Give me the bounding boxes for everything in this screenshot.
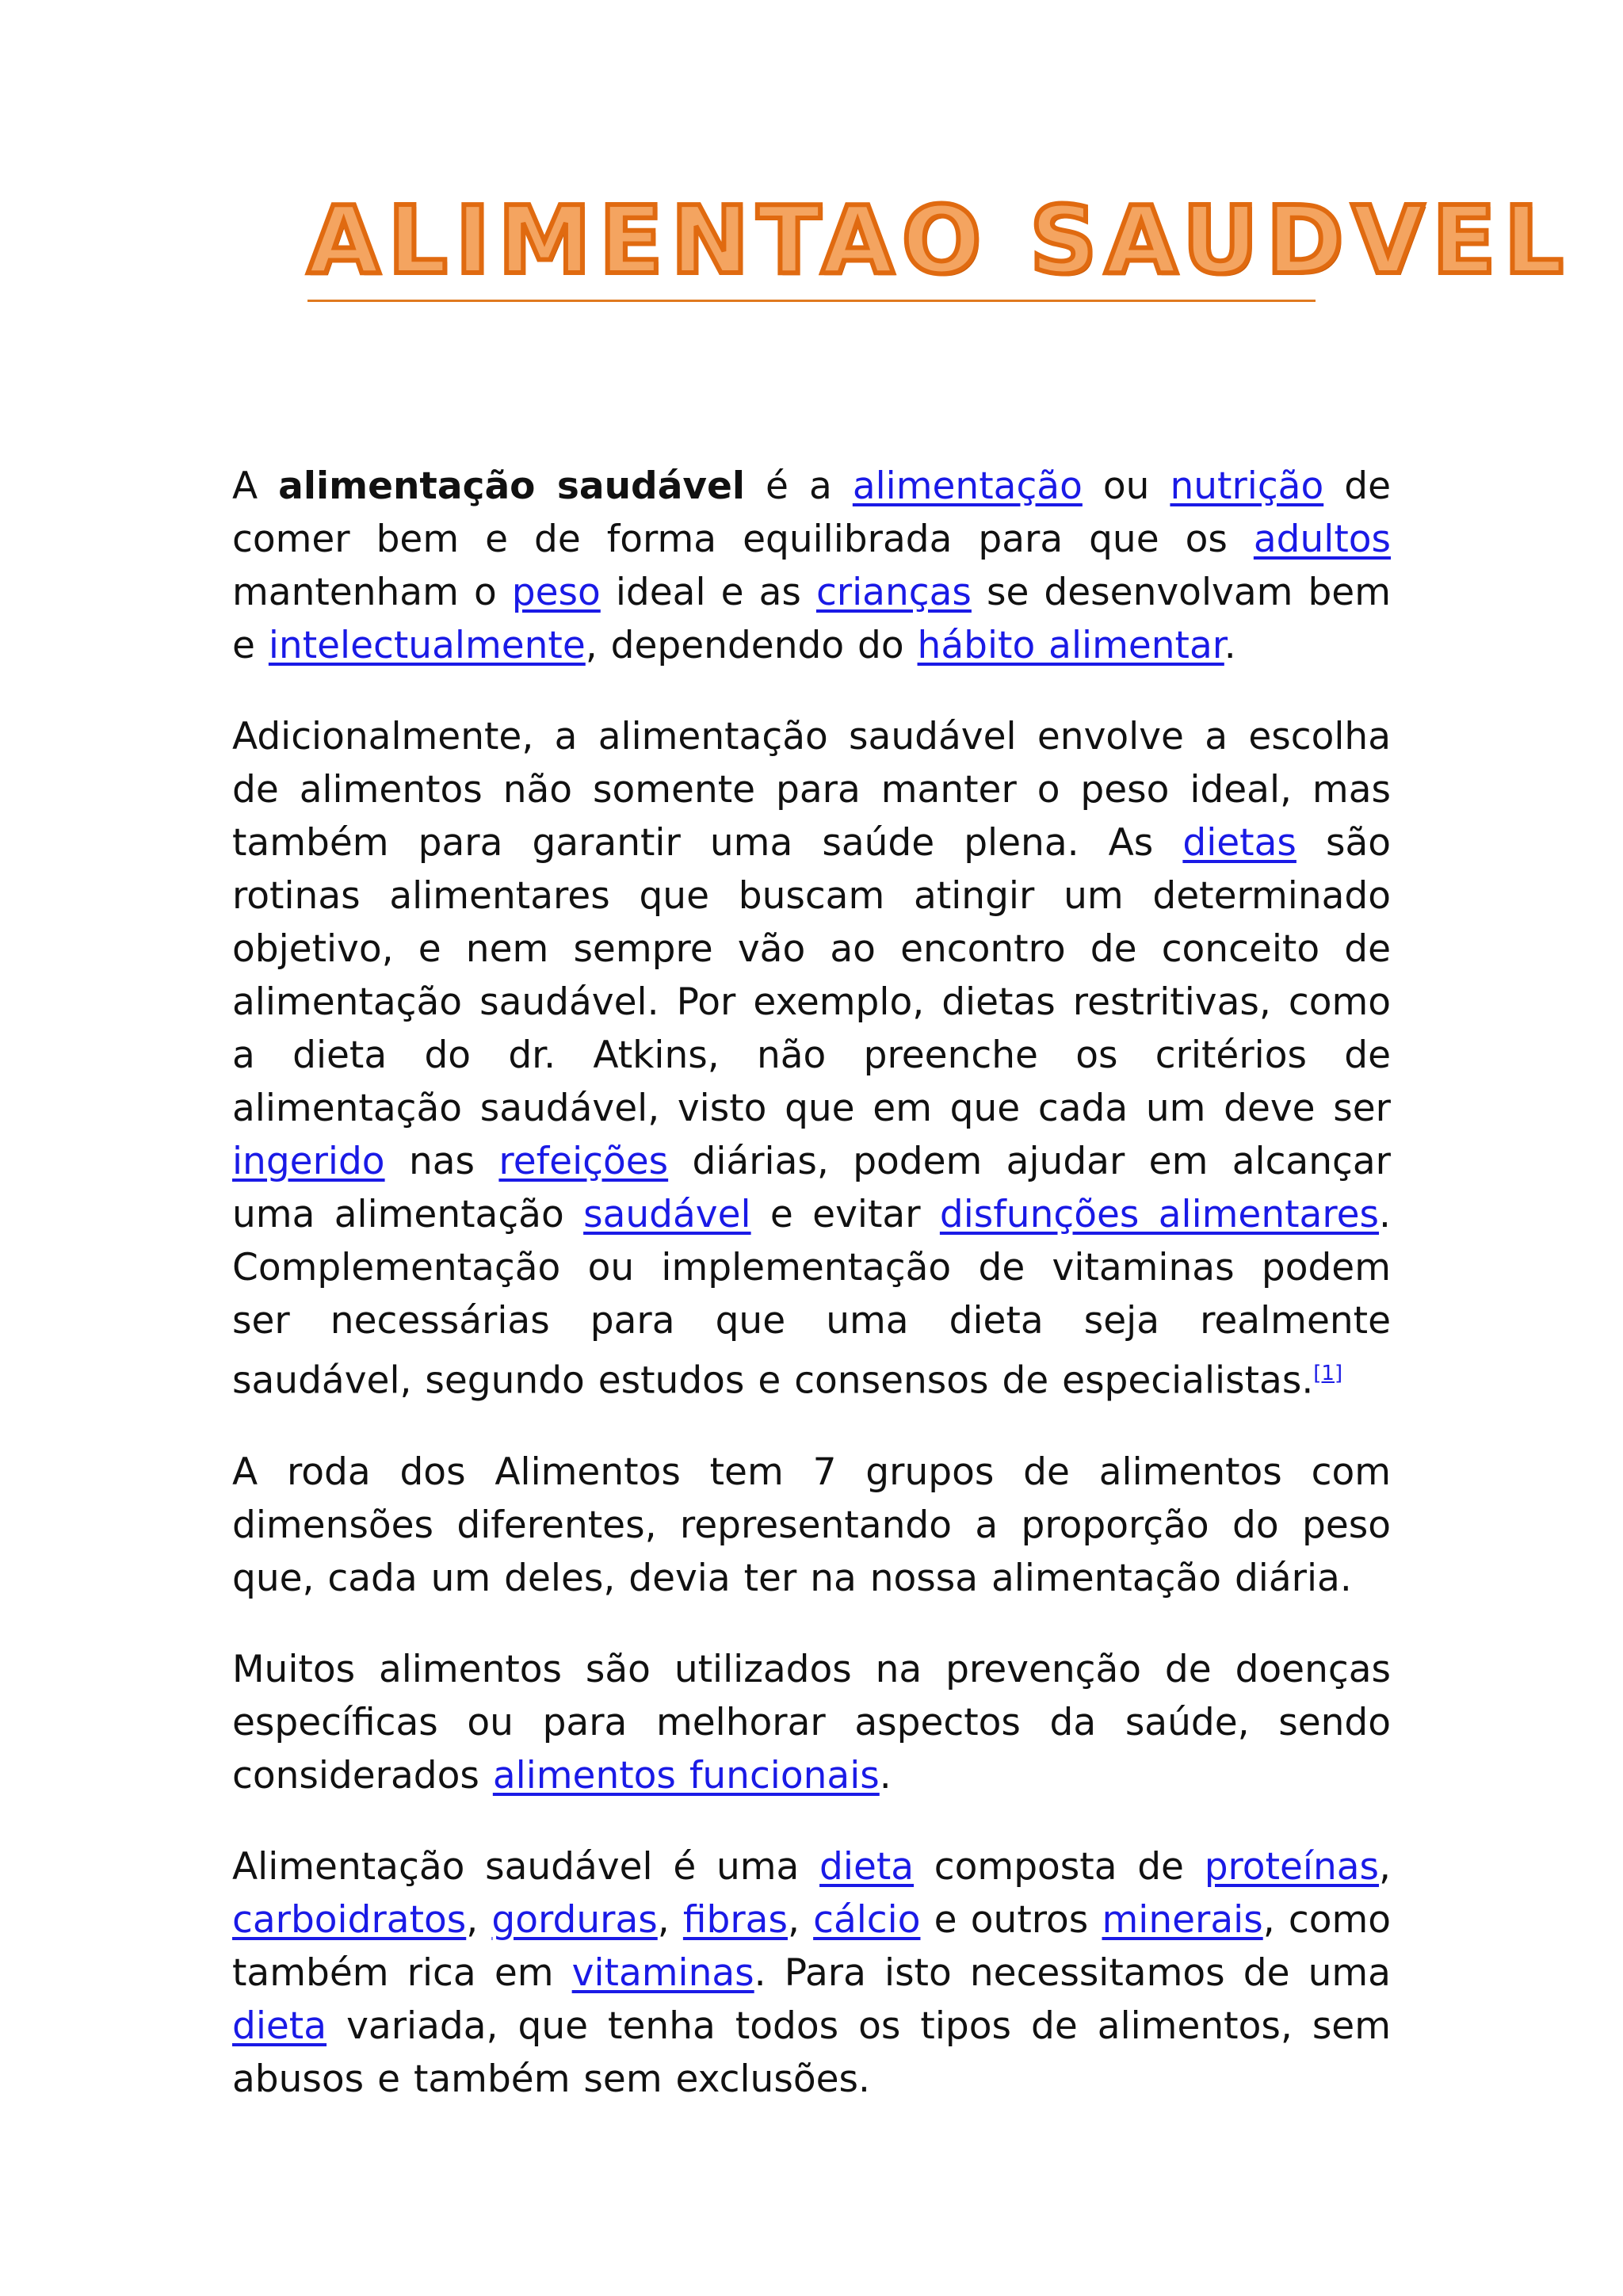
p2-text-2: são rotinas alimentares que buscam atingir um determinado objetivo, e nem sempre vão ao encontro de conceito de alimentação saudável. Por exemplo, dietas restritivas, como a dieta do dr. Atkins, não preenche os critérios de alimentação saudável, visto que em que cada um deve ser xyxy=(232,821,1392,1130)
p5-text-1: Alimentação saudável é uma xyxy=(232,1844,820,1889)
footnote-ref xyxy=(1313,1362,1342,1385)
title-block xyxy=(307,181,1571,308)
p5-text-10: variada, que tenha todos os tipos de alimentos, sem abusos e também sem exclusões. xyxy=(232,2004,1391,2101)
p1-text-4: de comer bem e de forma equilibrada para que os xyxy=(232,464,1391,561)
p5-text-5: , xyxy=(657,1897,683,1942)
link-nutricao[interactable]: nutrição xyxy=(1170,464,1324,508)
link-dietas[interactable]: dietas xyxy=(1182,821,1296,865)
link-criancas[interactable]: crianças xyxy=(815,571,972,614)
link-disfuncoes-alimentares[interactable]: disfunções alimentares xyxy=(939,1193,1380,1236)
p5-text-2: composta de xyxy=(914,1844,1205,1889)
p1-bold-term: alimentação saudável xyxy=(278,464,746,508)
link-alimentos-funcionais[interactable]: alimentos funcionais xyxy=(492,1753,880,1797)
link-saudavel[interactable]: saudável xyxy=(583,1193,751,1236)
link-fibras[interactable]: fibras xyxy=(682,1897,788,1942)
p4-text-1: Muitos alimentos são utilizados na prevenção de doenças específicas ou para melhorar aspectos da saúde, sendo considerados xyxy=(232,1647,1391,1797)
p1-text-1: A xyxy=(232,464,279,508)
p1-text-7: se desenvolvam bem e xyxy=(232,571,1392,667)
footnote-link-1[interactable]: [1] xyxy=(1313,1362,1343,1385)
title-underline xyxy=(307,300,1316,302)
paragraph-3 xyxy=(232,1446,1391,1605)
link-refeicoes[interactable]: refeições xyxy=(498,1140,669,1183)
link-carboidratos[interactable]: carboidratos xyxy=(232,1897,467,1942)
paragraph-2 xyxy=(232,710,1391,1408)
link-vitaminas[interactable]: vitaminas xyxy=(571,1950,754,1995)
p1-text-8: , dependendo do xyxy=(585,624,918,667)
p2-text-5: e evitar xyxy=(750,1193,940,1236)
p1-text-5: mantenham o xyxy=(232,571,512,614)
page-title: ALIMENTAO SAUDVEL xyxy=(307,185,1571,295)
paragraph-4 xyxy=(232,1643,1391,1802)
p1-text-9: . xyxy=(1224,624,1236,667)
document-body xyxy=(232,460,1391,2144)
link-adultos[interactable]: adultos xyxy=(1253,518,1391,561)
link-peso[interactable]: peso xyxy=(511,571,601,614)
p2-text-4: diárias, podem ajudar em alcançar uma alimentação xyxy=(232,1140,1391,1236)
p5-text-9: . Para isto necessitamos de uma xyxy=(754,1950,1391,1995)
p1-text-6: ideal e as xyxy=(600,571,816,614)
paragraph-5 xyxy=(232,1840,1391,2106)
link-calcio[interactable]: cálcio xyxy=(813,1897,921,1942)
link-proteinas[interactable]: proteínas xyxy=(1204,1844,1380,1889)
link-gorduras[interactable]: gorduras xyxy=(491,1897,658,1942)
p2-text-3: nas xyxy=(384,1140,499,1183)
p1-text-2: é a xyxy=(745,464,853,508)
p5-text-6: , xyxy=(787,1897,814,1942)
p1-text-3: ou xyxy=(1082,464,1170,508)
link-ingerido[interactable]: ingerido xyxy=(232,1140,385,1183)
p4-text-2: . xyxy=(879,1753,892,1797)
p5-text-8: , como também rica em xyxy=(232,1897,1391,1995)
link-habito-alimentar[interactable]: hábito alimentar xyxy=(917,624,1224,667)
p5-text-4: , xyxy=(466,1897,492,1942)
link-dieta[interactable]: dieta xyxy=(819,1844,915,1889)
link-dieta-2[interactable]: dieta xyxy=(232,2004,327,2048)
link-alimentacao[interactable]: alimentação xyxy=(852,464,1083,508)
link-intelectualmente[interactable]: intelectualmente xyxy=(268,624,586,667)
p2-text-6: . Complementação ou implementação de vitaminas podem ser necessárias para que uma dieta seja realmente saudável, segundo estudos e consensos de especialistas. xyxy=(232,1193,1391,1403)
paragraph-1 xyxy=(232,460,1391,672)
p2-text-1: Adicionalmente, a alimentação saudável envolve a escolha de alimentos não somente para manter o peso ideal, mas também para garantir uma saúde plena. As xyxy=(232,715,1391,865)
p5-text-3: , xyxy=(1379,1844,1391,1889)
link-minerais[interactable]: minerais xyxy=(1102,1897,1263,1942)
p5-text-7: e outros xyxy=(920,1897,1102,1942)
p3-text: A roda dos Alimentos tem 7 grupos de alimentos com dimensões diferentes, representando a proporção do peso que, cada um deles, devia ter na nossa alimentação diária. xyxy=(232,1450,1391,1600)
